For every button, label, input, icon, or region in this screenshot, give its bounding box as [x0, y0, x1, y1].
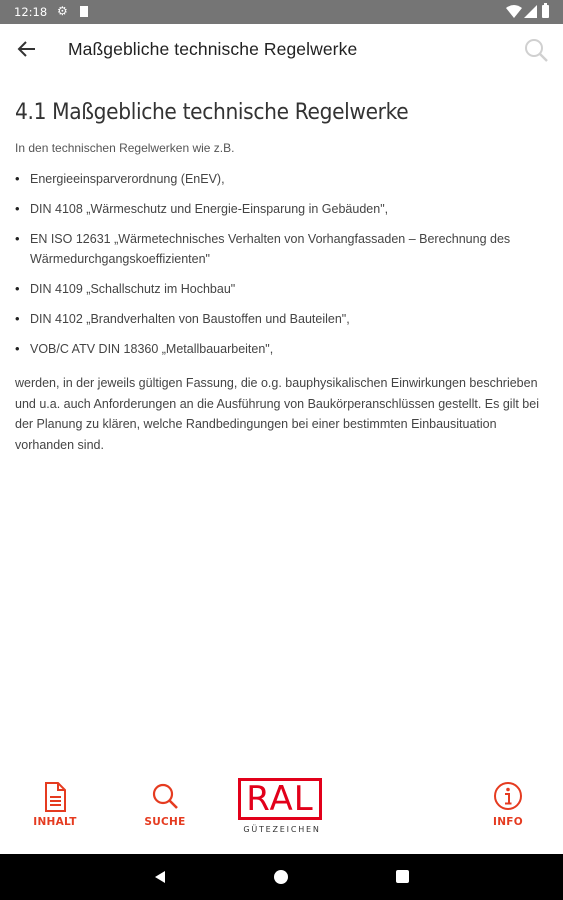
back-arrow-icon[interactable] — [14, 36, 40, 62]
section-heading: 4.1 Maßgebliche technische Regelwerke — [15, 100, 409, 125]
search-icon — [149, 780, 181, 814]
info-label: INFO — [493, 816, 523, 828]
bottom-nav — [0, 770, 563, 854]
suche-label: SUCHE — [144, 816, 186, 828]
back-nav-icon[interactable] — [153, 870, 167, 884]
bullet-icon: • — [15, 311, 20, 326]
list-item — [15, 229, 550, 269]
inhalt-button[interactable] — [20, 780, 90, 828]
list-item-text: EN ISO 12631 „Wärmetechnisches Verhalten von Vorhangfassaden – Berechnung des Wärmedurchgangskoeffizienten" — [30, 232, 511, 266]
list-item — [15, 169, 550, 189]
home-nav-icon[interactable] — [274, 870, 288, 884]
document-icon — [39, 780, 71, 814]
bullet-icon: • — [15, 171, 20, 186]
inhalt-label: INHALT — [33, 816, 77, 828]
search-icon[interactable] — [522, 36, 550, 64]
settings-icon: ⚙ — [57, 4, 68, 18]
info-button[interactable] — [473, 780, 543, 828]
bullet-icon: • — [15, 341, 20, 356]
battery-icon — [542, 5, 549, 18]
cell-signal-icon — [524, 5, 537, 18]
list-item — [15, 279, 550, 299]
system-nav-bar — [0, 854, 563, 900]
ral-logo-subtitle: GÜTEZEICHEN — [243, 825, 321, 834]
main-content — [15, 100, 550, 455]
list-item-text: DIN 4109 „Schallschutz im Hochbau" — [30, 282, 236, 296]
list-item — [15, 199, 550, 219]
recents-nav-icon[interactable] — [396, 870, 409, 883]
info-icon — [492, 780, 524, 814]
list-item — [15, 339, 550, 359]
list-item-text: VOB/C ATV DIN 18360 „Metallbauarbeiten", — [30, 342, 274, 356]
body-paragraph: werden, in der jeweils gültigen Fassung, die o.g. bauphysikalischen Einwirkungen beschrieben und u.a. auch Anforderungen an die Ausführung von Baukörperanschlüssen gestellt. Es gilt bei der Planung zu klären, welche Randbedingungen bei einer bestimmten Einbausituation vorhanden sind. — [15, 376, 539, 452]
list-item-text: DIN 4102 „Brandverhalten von Baustoffen und Bauteilen", — [30, 312, 350, 326]
status-time: 12:18 — [14, 5, 48, 19]
intro-text: In den technischen Regelwerken wie z.B. — [15, 141, 235, 155]
regulation-list — [15, 169, 550, 359]
list-item-text: Energieeinsparverordnung (EnEV), — [30, 172, 225, 186]
ral-logo — [238, 778, 326, 840]
ral-logo-text: RAL — [238, 778, 322, 820]
list-item — [15, 309, 550, 329]
list-item-text: DIN 4108 „Wärmeschutz und Energie-Einsparung in Gebäuden", — [30, 202, 389, 216]
status-bar — [0, 0, 563, 24]
app-bar-title: Maßgebliche technische Regelwerke — [68, 39, 358, 59]
sd-card-icon — [80, 6, 88, 17]
bullet-icon: • — [15, 281, 20, 296]
app-bar — [0, 24, 563, 76]
bullet-icon: • — [15, 201, 20, 216]
bullet-icon: • — [15, 231, 20, 246]
wifi-icon — [506, 5, 522, 18]
suche-button[interactable] — [130, 780, 200, 828]
